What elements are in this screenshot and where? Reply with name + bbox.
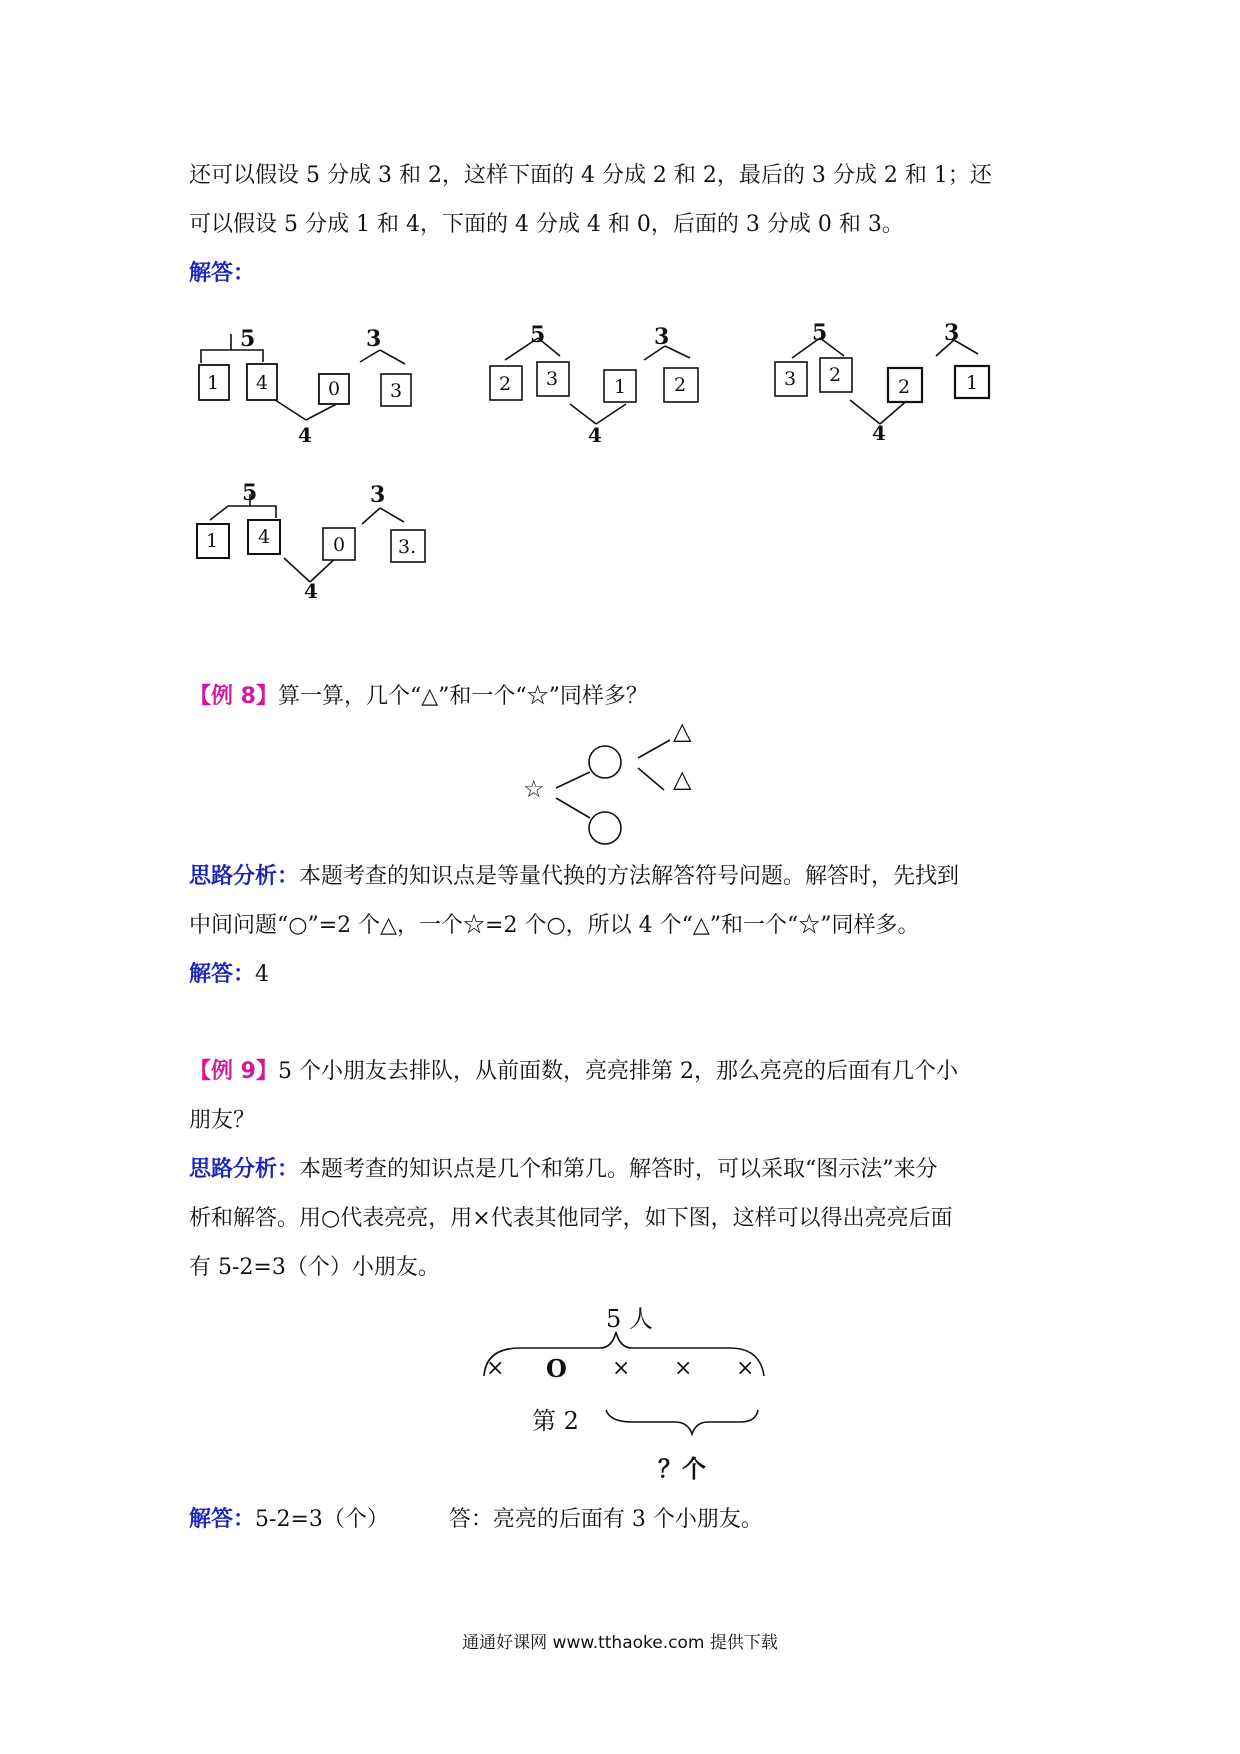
- tree1-box-b: 4: [256, 372, 269, 394]
- tree3-box-d: 1: [966, 372, 979, 394]
- star-icon: ☆: [523, 775, 545, 803]
- ex8-tag: 【例 8】: [189, 684, 278, 709]
- tree2-top-left: 5: [530, 322, 546, 348]
- triangle-top-icon: △: [673, 717, 692, 745]
- ex9-question-line-2: 朋友？: [189, 1108, 256, 1133]
- ex9-top-label: 5 人: [606, 1305, 653, 1333]
- tree4-bottom: 4: [304, 579, 318, 603]
- tree4-box-b: 4: [258, 526, 271, 548]
- tree2-box-c: 1: [614, 376, 627, 398]
- ex9-answer-label: 解答：: [189, 1507, 256, 1532]
- tree3-box-c: 2: [898, 376, 911, 398]
- tree3-bottom: 4: [872, 421, 886, 445]
- intro-line-2: 可以假设 5 分成 1 和 4，下面的 4 分成 4 和 0，后面的 3 分成 0 和 3。: [189, 212, 904, 237]
- bottom-brace: [606, 1410, 758, 1434]
- mark-x-2-icon: ×: [612, 1356, 631, 1381]
- tree2-box-a: 2: [499, 373, 512, 395]
- ex9-analysis-line-3: 有 5-2=3（个）小朋友。: [189, 1255, 440, 1280]
- mark-x-3-icon: ×: [674, 1356, 693, 1381]
- tree3-top-right: 3: [944, 320, 960, 346]
- ex8-question: 算一算，几个“△”和一个“☆”同样多？: [277, 684, 648, 709]
- tree4-box-d: 3.: [398, 536, 417, 558]
- ex9-analysis-label: 思路分析：: [189, 1157, 300, 1182]
- tree3-top-left: 5: [812, 320, 828, 346]
- ex9-analysis-text-1: 本题考查的知识点是几个和第几。解答时，可以采取“图示法”来分: [299, 1157, 938, 1182]
- answer-label: 解答：: [189, 261, 256, 286]
- page-footer: 通通好课网 www.tthaoke.com 提供下载: [462, 1633, 778, 1653]
- ex9-answer-line: [189, 1495, 763, 1544]
- ex8-answer: 4: [255, 962, 270, 987]
- mark-o-icon: O: [546, 1354, 567, 1383]
- mark-x-1-icon: ×: [486, 1356, 505, 1381]
- tree1-bottom: 4: [298, 423, 312, 447]
- ex9-question-label: ？个: [658, 1454, 706, 1483]
- ex9-answer: 5-2=3（个）: [255, 1507, 389, 1532]
- ex9-question-1: 5 个小朋友去排队，从前面数，亮亮排第 2，那么亮亮的后面有几个小: [277, 1059, 958, 1084]
- triangle-bottom-icon: △: [673, 765, 692, 793]
- tree4-box-a: 1: [206, 530, 219, 552]
- ex9-answer-text: 答：亮亮的后面有 3 个小朋友。: [448, 1507, 763, 1532]
- tree1-top-left: 5: [240, 326, 256, 352]
- tree2-bottom: 4: [588, 423, 602, 447]
- ex9-position-label: 第 2: [532, 1407, 579, 1435]
- tree4-top-right: 3: [370, 482, 386, 508]
- tree3-box-b: 2: [829, 364, 842, 386]
- ex8-answer-label: 解答：: [189, 962, 256, 987]
- mark-x-4-icon: ×: [736, 1356, 755, 1381]
- tree2-box-d: 2: [674, 374, 687, 396]
- ex9-analysis-line-2: 析和解答。用○代表亮亮，用×代表其他同学，如下图，这样可以得出亮亮后面: [189, 1206, 953, 1231]
- intro-line-1: 还可以假设 5 分成 3 和 2，这样下面的 4 分成 2 和 2，最后的 3 分成 2 和 1；还: [189, 163, 992, 188]
- tree4-box-c: 0: [333, 534, 346, 556]
- tree4-top-left: 5: [242, 480, 258, 506]
- tree1-box-c: 0: [328, 378, 341, 400]
- ex8-analysis-label: 思路分析：: [189, 864, 300, 889]
- ex9-tag: 【例 9】: [189, 1059, 278, 1084]
- tree1-box-a: 1: [207, 372, 220, 394]
- tree3-box-a: 3: [784, 368, 797, 390]
- ex8-analysis-text-1: 本题考查的知识点是等量代换的方法解答符号问题。解答时，先找到: [299, 864, 960, 889]
- tree2-top-right: 3: [654, 324, 670, 350]
- ex8-analysis-line-2: 中间问题“○”=2 个△，一个☆=2 个○，所以 4 个“△”和一个“☆”同样多。: [189, 913, 920, 938]
- tree1-box-d: 3: [390, 380, 403, 402]
- tree1-top-right: 3: [366, 326, 382, 352]
- tree2-box-b: 3: [546, 368, 559, 390]
